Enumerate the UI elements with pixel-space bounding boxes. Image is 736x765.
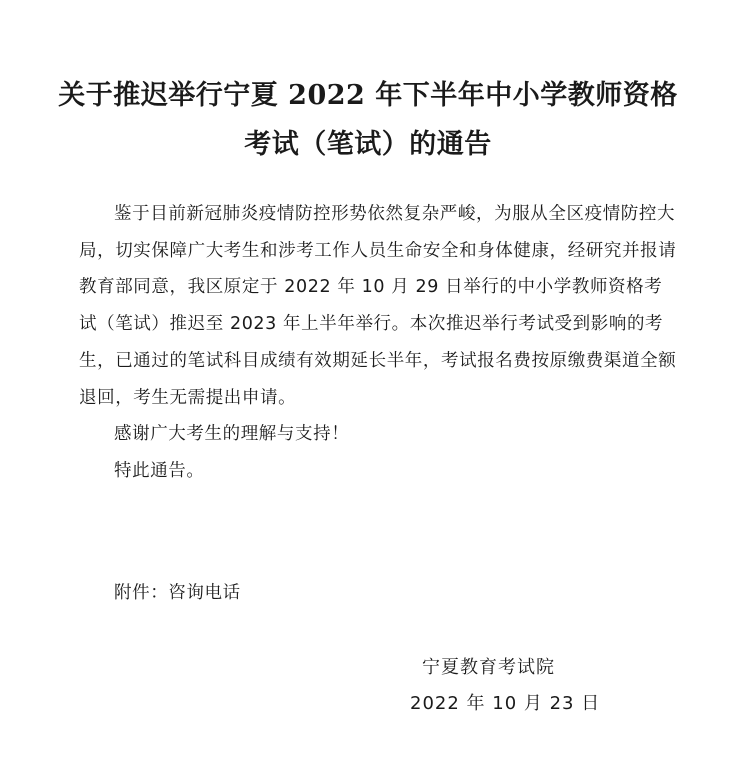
notice-paragraph-closing: 特此通告。 — [114, 460, 205, 481]
notice-body — [79, 196, 679, 490]
issuer-name: 宁夏教育考试院 — [422, 657, 555, 678]
notice-title-line-2: 考试（笔试）的通告 — [244, 129, 492, 160]
notice-paragraph-main: 鉴于目前新冠肺炎疫情防控形势依然复杂严峻，为服从全区疫情防控大局，切实保障广大考生和涉考工作人员生命安全和身体健康，经研究并报请教育部同意，我区原定于 2022 年 10 月 29 日举行的中小学教师资格考试（笔试）推迟至 2023 年上半年举行。本次推迟举行考试受到影响的考生，已通过的笔试科目成绩有效期延长半年，考试报名费按原缴费渠道全额退回，考生无需提出申请。 — [79, 204, 677, 408]
notice-title-line-1: 关于推迟举行宁夏 2022 年下半年中小学教师资格 — [58, 80, 678, 111]
notice-paragraph-thanks: 感谢广大考生的理解与支持！ — [114, 424, 350, 445]
issue-date: 2022 年 10 月 23 日 — [410, 693, 601, 714]
attachment-link[interactable]: 附件：咨询电话 — [114, 583, 241, 603]
